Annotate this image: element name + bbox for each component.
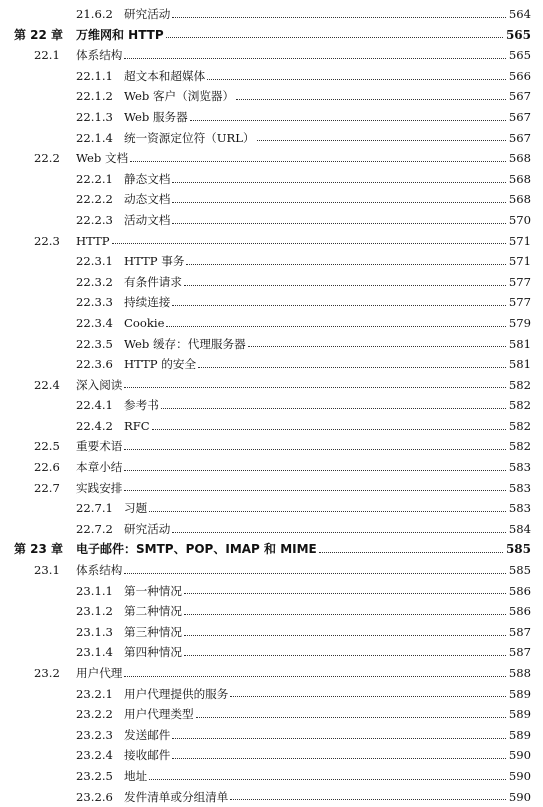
toc-entry-line	[124, 128, 531, 149]
toc-entry-page: 565	[508, 48, 531, 63]
toc-entry-page: 565	[505, 27, 531, 42]
toc-entry-page: 564	[508, 7, 531, 21]
toc-entry-number: 22.3.3	[76, 295, 113, 310]
dot-leader	[130, 161, 506, 162]
toc-subsection-entry	[0, 581, 543, 602]
toc-entry-number: 23.2.6	[76, 789, 113, 804]
toc-subsection-entry	[0, 766, 543, 787]
toc-entry-page: 587	[508, 624, 531, 639]
toc-subsection-entry	[0, 622, 543, 643]
dot-leader	[184, 593, 506, 594]
toc-subsection-entry	[0, 354, 543, 375]
toc-entry-page: 571	[508, 254, 531, 269]
toc-entry-page: 570	[508, 212, 531, 227]
toc-entry-number: 23.2.5	[76, 768, 113, 783]
toc-section-entry	[0, 560, 543, 581]
toc-entry-number: 22.2	[34, 151, 60, 166]
dot-leader	[236, 99, 506, 100]
toc-entry-line	[76, 663, 531, 684]
toc-entry-line	[76, 560, 531, 581]
toc-entry-number: 22.4	[34, 377, 60, 392]
toc-entry-title: 动态文档	[124, 192, 171, 207]
toc-entry-number: 22.7.1	[76, 501, 113, 516]
toc-entry-line	[124, 725, 531, 746]
toc-entry-page: 581	[508, 357, 531, 372]
toc-entry-title: HTTP 事务	[124, 254, 185, 269]
toc-entry-line	[76, 478, 531, 499]
dot-leader	[166, 37, 503, 38]
toc-entry-line	[124, 745, 531, 766]
toc-entry-page: 586	[508, 604, 531, 619]
toc-subsection-entry	[0, 4, 543, 25]
toc-entry-page: 568	[508, 151, 531, 166]
toc-subsection-entry	[0, 128, 543, 149]
toc-entry-line	[124, 601, 531, 622]
toc-subsection-entry	[0, 745, 543, 766]
toc-entry-number: 22.2.3	[76, 212, 113, 227]
toc-entry-line	[124, 292, 531, 313]
toc-entry-line	[124, 354, 531, 375]
toc-entry-line	[124, 334, 531, 355]
toc-entry-number: 22.3.1	[76, 254, 113, 269]
toc-entry-page: 567	[508, 130, 531, 145]
toc-entry-line	[76, 231, 531, 252]
toc-subsection-entry	[0, 272, 543, 293]
toc-chapter-entry	[0, 539, 543, 560]
toc-entry-line	[124, 251, 531, 272]
toc-entry-title: 持续连接	[124, 295, 171, 310]
dot-leader	[184, 285, 506, 286]
toc-subsection-entry	[0, 292, 543, 313]
toc-entry-title: 接收邮件	[124, 748, 171, 763]
dot-leader	[124, 573, 505, 574]
dot-leader	[186, 264, 505, 265]
toc-entry-number: 23.2.2	[76, 707, 113, 722]
toc-entry-number: 22.3.2	[76, 274, 113, 289]
dot-leader	[198, 367, 506, 368]
toc-entry-line	[76, 25, 531, 46]
toc-entry-number: 22.5	[34, 439, 60, 454]
toc-entry-title: 电子邮件：SMTP、POP、IMAP 和 MIME	[76, 542, 317, 557]
dot-leader	[124, 449, 505, 450]
toc-entry-line	[124, 416, 531, 437]
toc-entry-page: 567	[508, 89, 531, 104]
dot-leader	[124, 676, 505, 677]
toc-entry-page: 586	[508, 583, 531, 598]
toc-entry-title: Web 客户（浏览器）	[124, 89, 235, 104]
toc-entry-page: 590	[508, 748, 531, 763]
toc-entry-line	[124, 313, 531, 334]
dot-leader	[124, 58, 505, 59]
toc-entry-line	[76, 436, 531, 457]
toc-entry-title: 第一种情况	[124, 583, 182, 598]
toc-entry-line	[124, 86, 531, 107]
toc-subsection-entry	[0, 684, 543, 705]
dot-leader	[149, 779, 506, 780]
toc-subsection-entry	[0, 704, 543, 725]
toc-subsection-entry	[0, 787, 543, 807]
toc-section-entry	[0, 436, 543, 457]
toc-entry-page: 579	[508, 315, 531, 330]
toc-entry-page: 567	[508, 109, 531, 124]
toc-chapter-entry	[0, 25, 543, 46]
toc-section-entry	[0, 375, 543, 396]
toc-entry-title: Cookie	[124, 315, 165, 330]
toc-subsection-entry	[0, 601, 543, 622]
toc-entry-number: 22.1.2	[76, 89, 113, 104]
toc-entry-title: 深入阅读	[76, 377, 123, 392]
toc-entry-page: 585	[505, 542, 531, 557]
toc-entry-page: 583	[508, 501, 531, 516]
toc-entry-title: 有条件请求	[124, 274, 182, 289]
toc-subsection-entry	[0, 210, 543, 231]
toc-entry-number: 第 23 章	[14, 542, 64, 557]
dot-leader	[207, 79, 506, 80]
toc-entry-line	[124, 272, 531, 293]
dot-leader	[172, 202, 505, 203]
toc-entry-title: 用户代理类型	[124, 707, 194, 722]
toc-subsection-entry	[0, 416, 543, 437]
toc-entry-number: 22.1.1	[76, 68, 113, 83]
toc-entry-page: 582	[508, 418, 531, 433]
toc-entry-title: 研究活动	[124, 7, 171, 21]
toc-entry-page: 582	[508, 439, 531, 454]
toc-entry-number: 23.1.4	[76, 645, 113, 660]
dot-leader	[124, 470, 505, 471]
toc-entry-number: 23.2.3	[76, 727, 113, 742]
toc-entry-page: 577	[508, 274, 531, 289]
dot-leader	[190, 120, 506, 121]
toc-entry-line	[76, 457, 531, 478]
toc-entry-number: 23.1	[34, 563, 60, 578]
toc-entry-title: 参考书	[124, 398, 159, 413]
toc-entry-page: 585	[508, 563, 531, 578]
dot-leader	[248, 346, 506, 347]
dot-leader	[166, 326, 505, 327]
toc-entry-line	[124, 684, 531, 705]
toc-entry-title: 地址	[124, 768, 148, 783]
toc-entry-page: 566	[508, 68, 531, 83]
toc-entry-number: 23.2.4	[76, 748, 113, 763]
toc-entry-number: 22.1.3	[76, 109, 113, 124]
toc-entry-page: 582	[508, 377, 531, 392]
toc-entry-title: 第四种情况	[124, 645, 182, 660]
toc-entry-number: 23.2.1	[76, 686, 113, 701]
dot-leader	[124, 387, 505, 388]
toc-entry-number: 22.2.2	[76, 192, 113, 207]
toc-entry-number: 21.6.2	[76, 7, 113, 21]
toc-subsection-entry	[0, 313, 543, 334]
toc-entry-line	[124, 4, 531, 25]
dot-leader	[152, 429, 506, 430]
toc-entry-title: 静态文档	[124, 171, 171, 186]
toc-subsection-entry	[0, 519, 543, 540]
toc-entry-title: 重要术语	[76, 439, 123, 454]
dot-leader	[230, 696, 506, 697]
dot-leader	[257, 140, 506, 141]
toc-entry-line	[124, 704, 531, 725]
toc-entry-line	[124, 210, 531, 231]
dot-leader	[172, 305, 505, 306]
dot-leader	[172, 532, 505, 533]
toc-entry-title: 实践安排	[76, 480, 123, 495]
toc-entry-page: 590	[508, 789, 531, 804]
toc-entry-title: 本章小结	[76, 460, 123, 475]
toc-entry-line	[124, 642, 531, 663]
toc-subsection-entry	[0, 334, 543, 355]
toc-entry-page: 583	[508, 460, 531, 475]
toc-entry-number: 22.3.6	[76, 357, 113, 372]
toc-entry-title: HTTP	[76, 233, 110, 248]
toc-entry-number: 22.4.2	[76, 418, 113, 433]
toc-entry-title: 发件清单或分组清单	[124, 789, 229, 804]
toc-entry-title: 用户代理提供的服务	[124, 686, 229, 701]
toc-entry-number: 22.6	[34, 460, 60, 475]
toc-entry-page: 590	[508, 768, 531, 783]
toc-section-entry	[0, 45, 543, 66]
toc-entry-title: 研究活动	[124, 521, 171, 536]
toc-subsection-entry	[0, 189, 543, 210]
toc-entry-line	[76, 375, 531, 396]
toc-entry-number: 22.3.4	[76, 315, 113, 330]
toc-entry-number: 第 22 章	[14, 27, 64, 42]
toc-entry-page: 587	[508, 645, 531, 660]
dot-leader	[184, 635, 506, 636]
dot-leader	[196, 717, 506, 718]
toc-section-entry	[0, 148, 543, 169]
toc-entry-line	[124, 169, 531, 190]
dot-leader	[172, 17, 505, 18]
toc-subsection-entry	[0, 66, 543, 87]
toc-entry-line	[124, 498, 531, 519]
toc-subsection-entry	[0, 86, 543, 107]
toc-entry-line	[124, 622, 531, 643]
dot-leader	[172, 758, 505, 759]
toc-entry-title: 第三种情况	[124, 624, 182, 639]
toc-entry-title: 超文本和超媒体	[124, 68, 206, 83]
toc-entry-number: 22.2.1	[76, 171, 113, 186]
toc-entry-title: 体系结构	[76, 563, 123, 578]
toc-entry-page: 583	[508, 480, 531, 495]
toc-section-entry	[0, 231, 543, 252]
dot-leader	[124, 490, 505, 491]
dot-leader	[112, 243, 506, 244]
dot-leader	[161, 408, 506, 409]
toc-entry-page: 588	[508, 666, 531, 680]
toc-subsection-entry	[0, 169, 543, 190]
toc-subsection-entry	[0, 725, 543, 746]
toc-entry-page: 568	[508, 192, 531, 207]
toc-subsection-entry	[0, 498, 543, 519]
toc-entry-page: 584	[508, 521, 531, 536]
toc-entry-page: 589	[508, 707, 531, 722]
toc-entry-line	[124, 787, 531, 807]
toc-entry-page: 568	[508, 171, 531, 186]
toc-entry-number: 22.7.2	[76, 521, 113, 536]
dot-leader	[319, 552, 503, 553]
dot-leader	[172, 223, 505, 224]
toc-subsection-entry	[0, 251, 543, 272]
toc-entry-title: 发送邮件	[124, 727, 171, 742]
dot-leader	[184, 614, 506, 615]
toc-entry-title: 统一资源定位符（URL）	[124, 130, 255, 145]
toc-entry-title: Web 服务器	[124, 109, 188, 124]
toc-section-entry	[0, 457, 543, 478]
toc-entry-number: 22.7	[34, 480, 60, 495]
toc-entry-title: 用户代理	[76, 666, 123, 680]
toc-entry-line	[124, 519, 531, 540]
toc-entry-line	[124, 395, 531, 416]
toc-entry-title: 活动文档	[124, 212, 171, 227]
toc-subsection-entry	[0, 107, 543, 128]
toc-entry-title: RFC	[124, 418, 150, 433]
toc-entry-line	[124, 189, 531, 210]
toc-entry-title: 万维网和 HTTP	[76, 27, 164, 42]
toc-section-entry	[0, 478, 543, 499]
toc-entry-page: 577	[508, 295, 531, 310]
toc-entry-number: 23.1.1	[76, 583, 113, 598]
toc-entry-number: 22.4.1	[76, 398, 113, 413]
dot-leader	[172, 182, 505, 183]
toc-entry-title: 体系结构	[76, 48, 123, 63]
toc-entry-page: 589	[508, 686, 531, 701]
toc-entry-number: 22.3	[34, 233, 60, 248]
toc-subsection-entry	[0, 395, 543, 416]
toc-subsection-entry	[0, 642, 543, 663]
toc-entry-line	[124, 107, 531, 128]
toc-entry-line	[76, 539, 531, 560]
dot-leader	[149, 511, 506, 512]
toc-entry-line	[76, 148, 531, 169]
toc-entry-title: Web 缓存：代理服务器	[124, 336, 246, 351]
toc-entry-title: 第二种情况	[124, 604, 182, 619]
toc-entry-page: 582	[508, 398, 531, 413]
toc-entry-page: 589	[508, 727, 531, 742]
dot-leader	[184, 655, 506, 656]
toc-entry-line	[124, 581, 531, 602]
toc-entry-line	[124, 66, 531, 87]
toc-entry-number: 22.3.5	[76, 336, 113, 351]
toc-entry-line	[76, 45, 531, 66]
dot-leader	[230, 799, 506, 800]
toc-entry-number: 23.1.3	[76, 624, 113, 639]
toc-entry-line	[124, 766, 531, 787]
toc-entry-page: 581	[508, 336, 531, 351]
toc-entry-number: 22.1	[34, 48, 60, 63]
toc-entry-title: HTTP 的安全	[124, 357, 197, 372]
toc-entry-number: 23.2	[34, 666, 60, 680]
toc-section-entry	[0, 663, 543, 684]
toc-entry-title: 习题	[124, 501, 148, 516]
toc-entry-title: Web 文档	[76, 151, 129, 166]
table-of-contents	[0, 4, 543, 807]
toc-entry-number: 23.1.2	[76, 604, 113, 619]
toc-entry-page: 571	[508, 233, 531, 248]
toc-entry-number: 22.1.4	[76, 130, 113, 145]
dot-leader	[172, 738, 505, 739]
